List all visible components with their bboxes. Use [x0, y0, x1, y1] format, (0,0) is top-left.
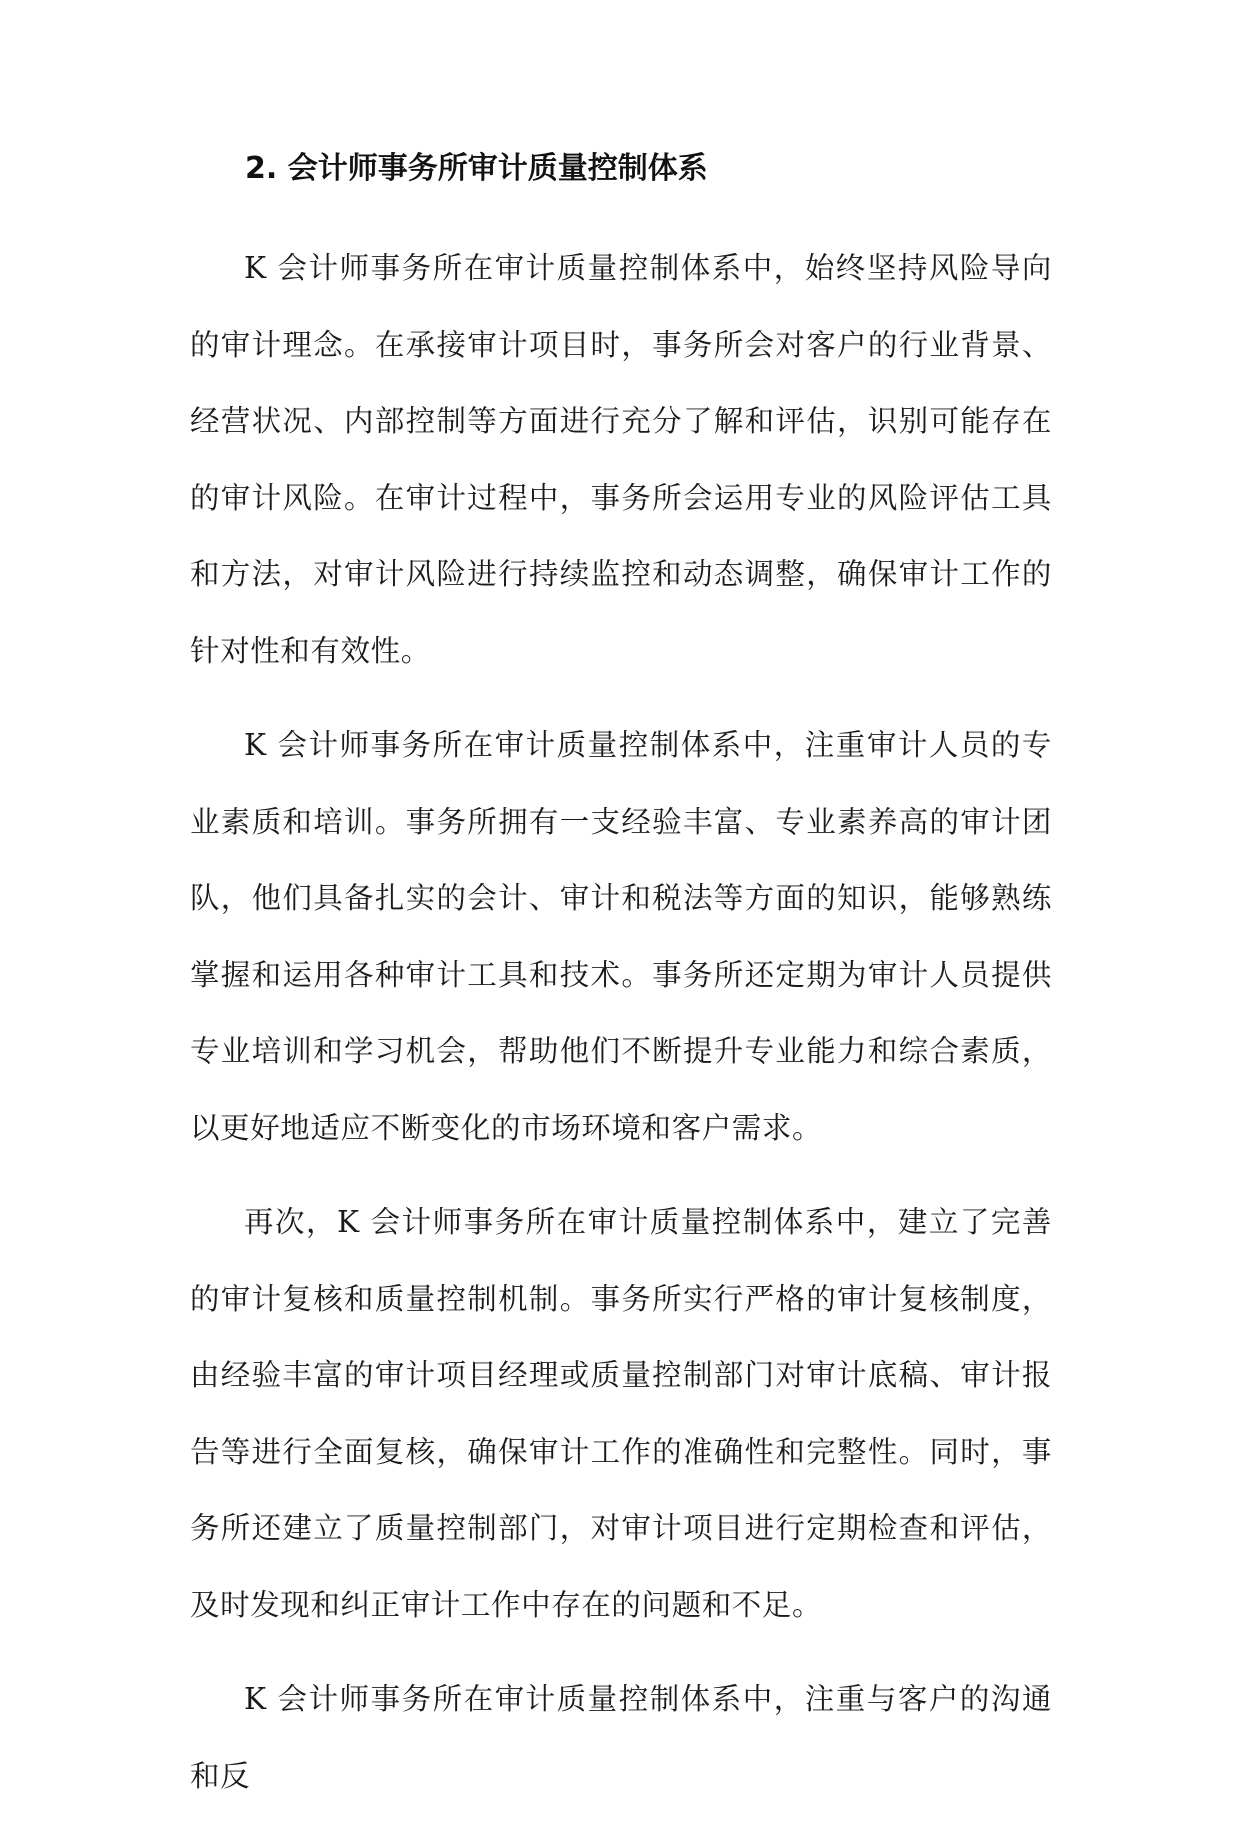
- paragraph-risk-oriented: K 会计师事务所在审计质量控制体系中，始终坚持风险导向的审计理念。在承接审计项目时，事务所会对客户的行业背景、经营状况、内部控制等方面进行充分了解和评估，识别可能存在的审计风险。在审计过程中，事务所会运用专业的风险评估工具和方法，对审计风险进行持续监控和动态调整，确保审计工作的针对性和有效性。: [190, 251, 1052, 668]
- document-body: [190, 140, 1052, 1832]
- paragraph-staff-training: K 会计师事务所在审计质量控制体系中，注重审计人员的专业素质和培训。事务所拥有一支经验丰富、专业素养高的审计团队，他们具备扎实的会计、审计和税法等方面的知识，能够熟练掌握和运用各种审计工具和技术。事务所还定期为审计人员提供专业培训和学习机会，帮助他们不断提升专业能力和综合素质，以更好地适应不断变化的市场环境和客户需求。: [190, 728, 1052, 1145]
- paragraph-client-communication: K 会计师事务所在审计质量控制体系中，注重与客户的沟通和反: [190, 1682, 1052, 1793]
- paragraph-review-mechanism: 再次，K 会计师事务所在审计质量控制体系中，建立了完善的审计复核和质量控制机制。事务所实行严格的审计复核制度，由经验丰富的审计项目经理或质量控制部门对审计底稿、审计报告等进行全面复核，确保审计工作的准确性和完整性。同时，事务所还建立了质量控制部门，对审计项目进行定期检查和评估，及时发现和纠正审计工作中存在的问题和不足。: [190, 1205, 1052, 1622]
- section-heading: 2. 会计师事务所审计质量控制体系: [245, 151, 708, 186]
